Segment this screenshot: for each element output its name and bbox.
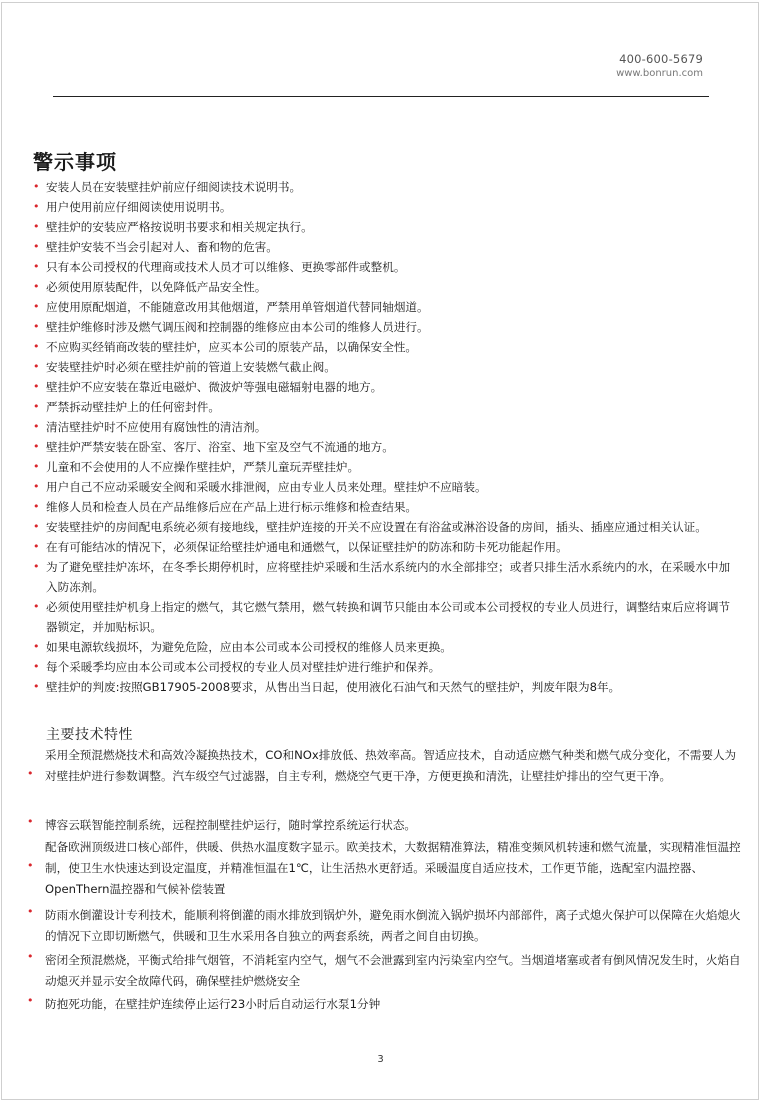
bullet-icon: •: [33, 220, 40, 233]
bullet-icon: •: [27, 950, 34, 963]
bullet-icon: •: [33, 320, 40, 333]
bullet-icon: •: [33, 360, 40, 373]
warning-item: • 清洁壁挂炉时不应使用有腐蚀性的清洁剂。: [33, 417, 733, 437]
warning-item: • 维修人员和检查人员在产品维修后应在产品上进行标示维修和检查结果。: [33, 497, 733, 517]
bullet-icon: •: [33, 500, 40, 513]
warning-item: • 在有可能结冰的情况下，必须保证给壁挂炉通电和通燃气，以保证壁挂炉的防冻和防卡死功能起作用。: [33, 537, 733, 557]
bullet-icon: •: [33, 420, 40, 433]
warning-item: • 壁挂炉不应安装在靠近电磁炉、微波炉等强电磁辐射电器的地方。: [33, 377, 733, 397]
warning-item: • 严禁拆动壁挂炉上的任何密封件。: [33, 397, 733, 417]
warning-item: • 每个采暖季均应由本公司或本公司授权的专业人员对壁挂炉进行维护和保养。: [33, 657, 733, 677]
tech-features-heading: 主要技术特性: [46, 727, 133, 743]
warning-item: • 安装人员在安装壁挂炉前应仔细阅读技术说明书。: [33, 177, 733, 197]
warning-item: • 如果电源软线损坏，为避免危险，应由本公司或本公司授权的维修人员来更换。: [33, 637, 733, 657]
bullet-icon: •: [33, 680, 40, 693]
warning-item: • 壁挂炉的安装应严格按说明书要求和相关规定执行。: [33, 217, 733, 237]
warning-item: • 壁挂炉的判废:按照GB17905-2008要求，从售出当日起，使用液化石油气和天然气的壁挂炉，判废年限为8年。: [33, 677, 733, 697]
bullet-icon: •: [33, 180, 40, 193]
bullet-icon: •: [33, 540, 40, 553]
warning-item: • 安装壁挂炉时必须在壁挂炉前的管道上安装燃气截止阀。: [33, 357, 733, 377]
bullet-icon: •: [27, 767, 34, 780]
warning-item: • 壁挂炉严禁安装在卧室、客厅、浴室、地下室及空气不流通的地方。: [33, 437, 733, 457]
bullet-icon: •: [33, 380, 40, 393]
bullet-icon: •: [33, 600, 40, 613]
warning-item: • 用户自己不应动采暖安全阀和采暖水排泄阀，应由专业人员来处理。壁挂炉不应暗装。: [33, 477, 733, 497]
warning-item: • 为了避免壁挂炉冻坏，在冬季长期停机时，应将壁挂炉采暖和生活水系统内的水全部排空；或者只排生活水系统内的水，在采暖水中加入防冻剂。: [33, 557, 733, 597]
contact-info: [616, 52, 703, 81]
bullet-icon: •: [33, 340, 40, 353]
warning-item: • 安装壁挂炉的房间配电系统必须有接地线，壁挂炉连接的开关不应设置在有浴盆或淋浴设备的房间，插头、插座应通过相关认证。: [33, 517, 733, 537]
bullet-icon: •: [33, 260, 40, 273]
bullet-icon: •: [33, 560, 40, 573]
page-number: 3: [377, 1054, 384, 1065]
bullet-icon: •: [33, 660, 40, 673]
bullet-icon: •: [27, 815, 34, 828]
bullet-icon: •: [33, 440, 40, 453]
warning-item: • 必须使用原装配件，以免降低产品安全性。: [33, 277, 733, 297]
warnings-list: [33, 177, 733, 697]
bullet-icon: •: [27, 905, 34, 918]
phone-number: 400-600-5679: [619, 52, 703, 66]
website-url: www.bonrun.com: [616, 68, 703, 79]
bullet-icon: •: [33, 640, 40, 653]
bullet-icon: •: [27, 859, 34, 872]
warning-item: • 必须使用壁挂炉机身上指定的燃气，其它燃气禁用，燃气转换和调节只能由本公司或本公司授权的专业人员进行，调整结束后应将调节器锁定，并加贴标识。: [33, 597, 733, 637]
bullet-icon: •: [33, 280, 40, 293]
warning-item: • 用户使用前应仔细阅读使用说明书。: [33, 197, 733, 217]
warning-item: • 应使用原配烟道，不能随意改用其他烟道，严禁用单管烟道代替同轴烟道。: [33, 297, 733, 317]
bullet-icon: •: [33, 240, 40, 253]
bullet-icon: •: [33, 520, 40, 533]
bullet-icon: •: [33, 480, 40, 493]
warning-item: • 儿童和不会使用的人不应操作壁挂炉，严禁儿童玩弄壁挂炉。: [33, 457, 733, 477]
warning-item: • 壁挂炉安装不当会引起对人、畜和物的危害。: [33, 237, 733, 257]
header-divider: [53, 96, 709, 97]
warning-item: • 壁挂炉维修时涉及燃气调压阀和控制器的维修应由本公司的维修人员进行。: [33, 317, 733, 337]
bullet-icon: •: [33, 200, 40, 213]
bullet-icon: •: [27, 994, 34, 1007]
warning-item: • 只有本公司授权的代理商或技术人员才可以维修、更换零部件或整机。: [33, 257, 733, 277]
bullet-icon: •: [33, 300, 40, 313]
warnings-heading: 警示事项: [33, 150, 117, 174]
bullet-icon: •: [33, 460, 40, 473]
warning-item: • 不应购买经销商改装的壁挂炉，应买本公司的原装产品，以确保安全性。: [33, 337, 733, 357]
bullet-icon: •: [33, 400, 40, 413]
